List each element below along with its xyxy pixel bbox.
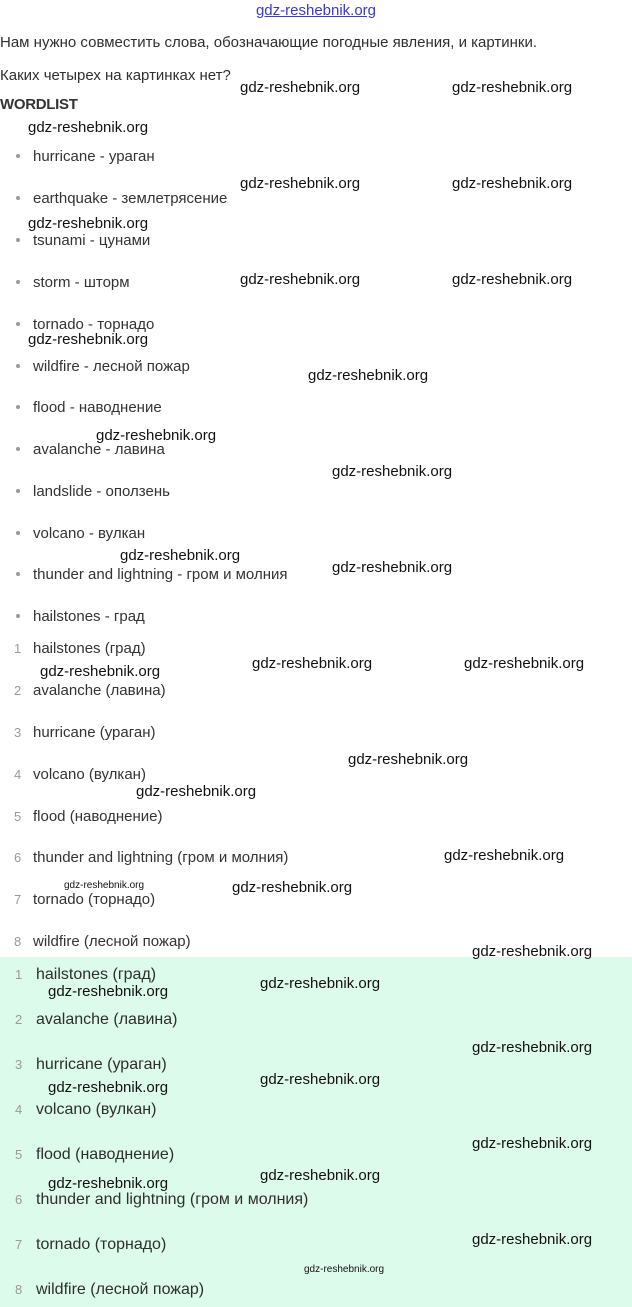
watermark: gdz-reshebnik.org (240, 79, 361, 96)
answer-list-item: 4 volcano (вулкан) (15, 1101, 157, 1118)
watermark: gdz-reshebnik.org (464, 655, 585, 672)
watermark: gdz-reshebnik.org (240, 175, 361, 192)
bullet-icon (16, 154, 20, 158)
watermark: gdz-reshebnik.org (308, 367, 429, 384)
answer-list-item: 1 hailstones (град) (15, 966, 157, 983)
numbered-list-item: 4 volcano (вулкан) (14, 766, 146, 783)
watermark: gdz-reshebnik.org (452, 79, 573, 96)
watermark: gdz-reshebnik.org (48, 1079, 169, 1096)
watermark: gdz-reshebnik.org (472, 1135, 593, 1152)
numbered-list-item: 6 thunder and lightning (гром и молния) (14, 849, 289, 866)
answer-list-item: 3 hurricane (ураган) (15, 1056, 167, 1073)
watermark: gdz-reshebnik.org (40, 663, 161, 680)
wordlist-item: tornado - торнадо (16, 315, 154, 335)
answer-list-item: 7 tornado (торнадо) (15, 1236, 167, 1253)
answer-list-item: 2 avalanche (лавина) (15, 1011, 178, 1028)
bullet-icon (16, 531, 20, 535)
bullet-icon (16, 405, 20, 409)
wordlist-item: volcano - вулкан (16, 524, 145, 544)
watermark: gdz-reshebnik.org (332, 559, 453, 576)
numbered-list-item: 5 flood (наводнение) (14, 808, 163, 825)
wordlist-item: storm - шторм (16, 273, 130, 293)
watermark: gdz-reshebnik.org (28, 119, 149, 136)
watermark: gdz-reshebnik.org (136, 783, 257, 800)
answer-list-item: 6 thunder and lightning (гром и молния) (15, 1191, 309, 1208)
wordlist-item: flood - наводнение (16, 398, 162, 418)
watermark: gdz-reshebnik.org (260, 975, 381, 992)
bullet-icon (16, 196, 20, 200)
watermark: gdz-reshebnik.org (472, 1231, 593, 1248)
watermark: gdz-reshebnik.org (444, 847, 565, 864)
bullet-icon (16, 572, 20, 576)
wordlist-item: landslide - оползень (16, 482, 170, 502)
bullet-icon (16, 614, 20, 618)
numbered-list-item: 1 hailstones (град) (14, 640, 146, 657)
bullet-icon (16, 280, 20, 284)
wordlist-item: hailstones - град (16, 607, 145, 627)
watermark: gdz-reshebnik.org (28, 215, 149, 232)
watermark: gdz-reshebnik.org (48, 983, 169, 1000)
watermark: gdz-reshebnik.org (332, 463, 453, 480)
numbered-list-item: 8 wildfire (лесной пожар) (14, 933, 191, 950)
wordlist-item: avalanche - лавина (16, 440, 165, 460)
watermark: gdz-reshebnik.org (28, 331, 149, 348)
watermark: gdz-reshebnik.org (48, 1175, 169, 1192)
watermark: gdz-reshebnik.org (452, 271, 573, 288)
bullet-icon (16, 238, 20, 242)
watermark: gdz-reshebnik.org (348, 751, 469, 768)
watermark: gdz-reshebnik.org (304, 1264, 385, 1275)
watermark: gdz-reshebnik.org (240, 271, 361, 288)
watermark: gdz-reshebnik.org (472, 943, 593, 960)
watermark: gdz-reshebnik.org (452, 175, 573, 192)
bullet-icon (16, 447, 20, 451)
bullet-icon (16, 489, 20, 493)
watermark: gdz-reshebnik.org (232, 879, 353, 896)
wordlist-item: earthquake - землетрясение (16, 189, 227, 209)
watermark: gdz-reshebnik.org (252, 655, 373, 672)
wordlist-item: thunder and lightning - гром и молния (16, 565, 288, 585)
watermark: gdz-reshebnik.org (120, 547, 241, 564)
answer-list-item: 5 flood (наводнение) (15, 1146, 175, 1163)
answer-list-item: 8 wildfire (лесной пожар) (15, 1281, 205, 1298)
watermark: gdz-reshebnik.org (472, 1039, 593, 1056)
watermark: gdz-reshebnik.org (260, 1071, 381, 1088)
wordlist-item: hurricane - ураган (16, 147, 155, 167)
watermark: gdz-reshebnik.org (260, 1167, 381, 1184)
intro-line-2: Каких четырех на картинках нет? (0, 67, 231, 84)
watermark: gdz-reshebnik.org (96, 427, 217, 444)
wordlist-item: wildfire - лесной пожар (16, 357, 190, 377)
site-watermark-top: gdz-reshebnik.org (255, 2, 377, 19)
bullet-icon (16, 364, 20, 368)
intro-line-1: Нам нужно совместить слова, обозначающие погодные явления, и картинки. (0, 34, 538, 51)
wordlist-item: tsunami - цунами (16, 231, 150, 251)
numbered-list-item: 7 tornado (торнадо) (14, 891, 156, 908)
watermark: gdz-reshebnik.org (64, 880, 145, 891)
numbered-list-item: 3 hurricane (ураган) (14, 724, 156, 741)
wordlist-heading: WORDLIST (0, 96, 78, 113)
bullet-icon (16, 322, 20, 326)
numbered-list-item: 2 avalanche (лавина) (14, 682, 166, 699)
